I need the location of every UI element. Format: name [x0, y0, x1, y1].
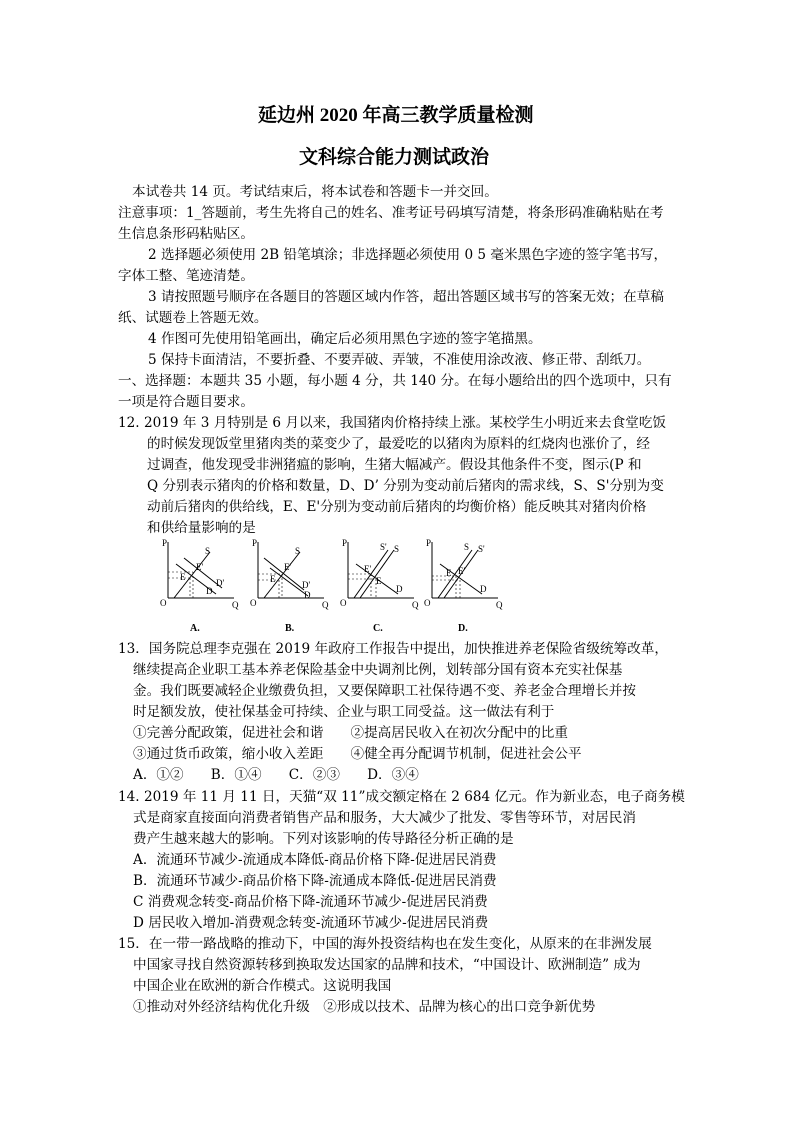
curve-label: D: [206, 586, 213, 596]
graph-label: C.: [373, 623, 383, 634]
axis-q-label: Q: [412, 600, 419, 610]
curve-label: D': [216, 578, 225, 588]
axis-p-label: P: [426, 538, 432, 548]
question-14-choice: C 消费观念转变-商品价格下降-流通环节减少-促进居民消费: [133, 894, 488, 910]
curve-label: E': [364, 564, 372, 574]
question-13-option: ③通过货币政策，缩小收入差距 ④健全再分配调节机制，促进社会公平: [133, 746, 582, 762]
question-12-line: 和供给量影响的是: [147, 520, 256, 536]
curve-label: S: [464, 542, 470, 552]
supply-demand-graph-a: [160, 536, 240, 626]
page-title: 延边州 2020 年高三教学质量检测: [258, 105, 534, 126]
curve-label: D': [302, 580, 311, 590]
supply-demand-graph-d: [424, 536, 504, 626]
axis-q-label: Q: [232, 600, 239, 610]
curve-label: S: [394, 544, 400, 554]
curve-label: E': [284, 562, 292, 572]
graph-label: D.: [458, 623, 468, 634]
intro-line: 纸、试题卷上答题无效。: [118, 310, 268, 326]
question-12-line: Q 分别表示猪肉的价格和数量，D、D’ 分别为变动前后猪肉的需求线，S、S'分别为变: [147, 478, 664, 494]
graph-label: B.: [285, 623, 295, 634]
question-13-line: 金。我们既要减轻企业缴费负担，又要保障职工社保待遇不变、养老金合理增长并按: [133, 683, 636, 699]
page-subtitle: 文科综合能力测试政治: [299, 147, 490, 168]
curve-label: D: [480, 584, 487, 594]
curve-label: E: [270, 574, 276, 584]
curve-label: E': [458, 566, 466, 576]
question-15-option: ①推动对外经济结构优化升级 ②形成以技术、品牌为核心的出口竞争新优势: [133, 999, 596, 1015]
intro-line: 生信息条形码粘贴区。: [118, 226, 254, 242]
question-12-line: 12. 2019 年 3 月特别是 6 月以来，我国猪肉价格持续上涨。某校学生小明近来去食堂吃饭: [118, 415, 667, 431]
axis-p-label: P: [342, 538, 348, 548]
intro-line: 3 请按照题号顺序在各题目的答题区域内作答，超出答题区域书写的答案无效；在草稿: [148, 289, 664, 305]
origin-label: O: [250, 598, 257, 608]
intro-line: 本试卷共 14 页。考试结束后，将本试卷和答题卡一并交回。: [132, 184, 498, 200]
section-heading: 一项是符合题目要求。: [118, 394, 254, 410]
question-14-choice: B．流通环节减少-商品价格下降-流通成本降低-促进居民消费: [133, 873, 497, 889]
origin-label: O: [340, 598, 347, 608]
question-15-line: 中国家寻找自然资源转移到换取发达国家的品牌和技术，“中国设计、欧洲制造” 成为: [133, 957, 641, 973]
origin-label: O: [424, 598, 431, 608]
question-14-choice: A．流通环节减少-流通成本降低-商品价格下降-促进居民消费: [133, 852, 497, 868]
question-13-line: 继续提高企业职工基本养老保险基金中央调剂比例，划转部分国有资本充实社保基: [133, 662, 623, 678]
intro-line: 4 作图可先使用铅笔画出，确定后必须用黑色字迹的签字笔描黑。: [148, 331, 542, 347]
intro-line: 注意事项：1_答题前，考生先将自己的姓名、准考证号码填写清楚，将条形码准确粘贴在考: [118, 205, 664, 221]
section-heading: 一、选择题：本题共 35 小题，每小题 4 分，共 140 分。在每小题给出的四个选项中，只有: [118, 373, 672, 389]
curve-label: S: [205, 546, 211, 556]
curve-label: S: [295, 546, 301, 556]
question-12-line: 过调查，他发现受非洲猪瘟的影响，生猪大幅减产。假设其他条件不变，图示(P 和: [147, 457, 642, 473]
question-13-choices: A．①② B．①④ C．②③ D．③④: [133, 767, 419, 783]
question-14-line: 费产生越来越大的影响。下列对该影响的传导路径分析正确的是: [133, 831, 514, 847]
supply-demand-graph-c: [340, 536, 420, 626]
question-14-line: 14. 2019 年 11 月 11 日，天猫“双 11”成交额定格在 2 684 亿元。作为新业态，电子商务模: [118, 789, 685, 805]
question-13-line: 13．国务院总理李克强在 2019 年政府工作报告中提出，加快推进养老保险省级统筹改革，: [118, 641, 668, 657]
graph-label: A.: [190, 623, 200, 634]
question-13-line: 时足额发放，使社保基金可持续、企业与职工同受益。这一做法有利于: [133, 704, 555, 720]
question-12-line: 动前后猪肉的供给线，E、E'分别为变动前后猪肉的均衡价格）能反映其对猪肉价格: [147, 499, 647, 515]
intro-line: 2 选择题必须使用 2B 铅笔填涂；非选择题必须使用 0 5 毫米黑色字迹的签字笔书写，: [148, 247, 668, 263]
axis-q-label: Q: [322, 600, 329, 610]
curve-label: S': [478, 544, 485, 554]
curve-label: E': [196, 562, 204, 572]
curve-label: S': [380, 542, 387, 552]
intro-line: 字体工整、笔迹清楚。: [118, 268, 254, 284]
curve-label: E: [180, 572, 186, 582]
question-14-line: 式是商家直接面向消费者销售产品和服务，大大减少了批发、零售等环节，对居民消: [133, 810, 636, 826]
curve-label: E: [446, 568, 452, 578]
curve-label: D: [396, 584, 403, 594]
question-15-line: 中国企业在欧洲的新合作模式。这说明我国: [133, 978, 392, 994]
axis-q-label: Q: [496, 600, 503, 610]
axis-p-label: P: [162, 538, 168, 548]
intro-line: 5 保持卡面清洁，不要折叠、不要弄破、弄皱，不准使用涂改液、修正带、刮纸刀。: [148, 352, 651, 368]
curve-label: E: [376, 576, 382, 586]
question-12-line: 的时候发现饭堂里猪肉类的菜变少了，最爱吃的以猪肉为原料的红烧肉也涨价了，经: [147, 436, 650, 452]
axis-p-label: P: [252, 538, 258, 548]
origin-label: O: [160, 598, 167, 608]
supply-demand-graph-b: [250, 536, 330, 626]
curve-label: D: [304, 590, 311, 600]
question-15-line: 15．在一带一路战略的推动下，中国的海外投资结构也在发生变化，从原来的在非洲发展: [118, 936, 652, 952]
question-13-option: ①完善分配政策，促进社会和谐 ②提高居民收入在初次分配中的比重: [133, 725, 568, 741]
question-14-choice: D 居民收入增加-消费观念转变-流通环节减少-促进居民消费: [133, 915, 489, 931]
